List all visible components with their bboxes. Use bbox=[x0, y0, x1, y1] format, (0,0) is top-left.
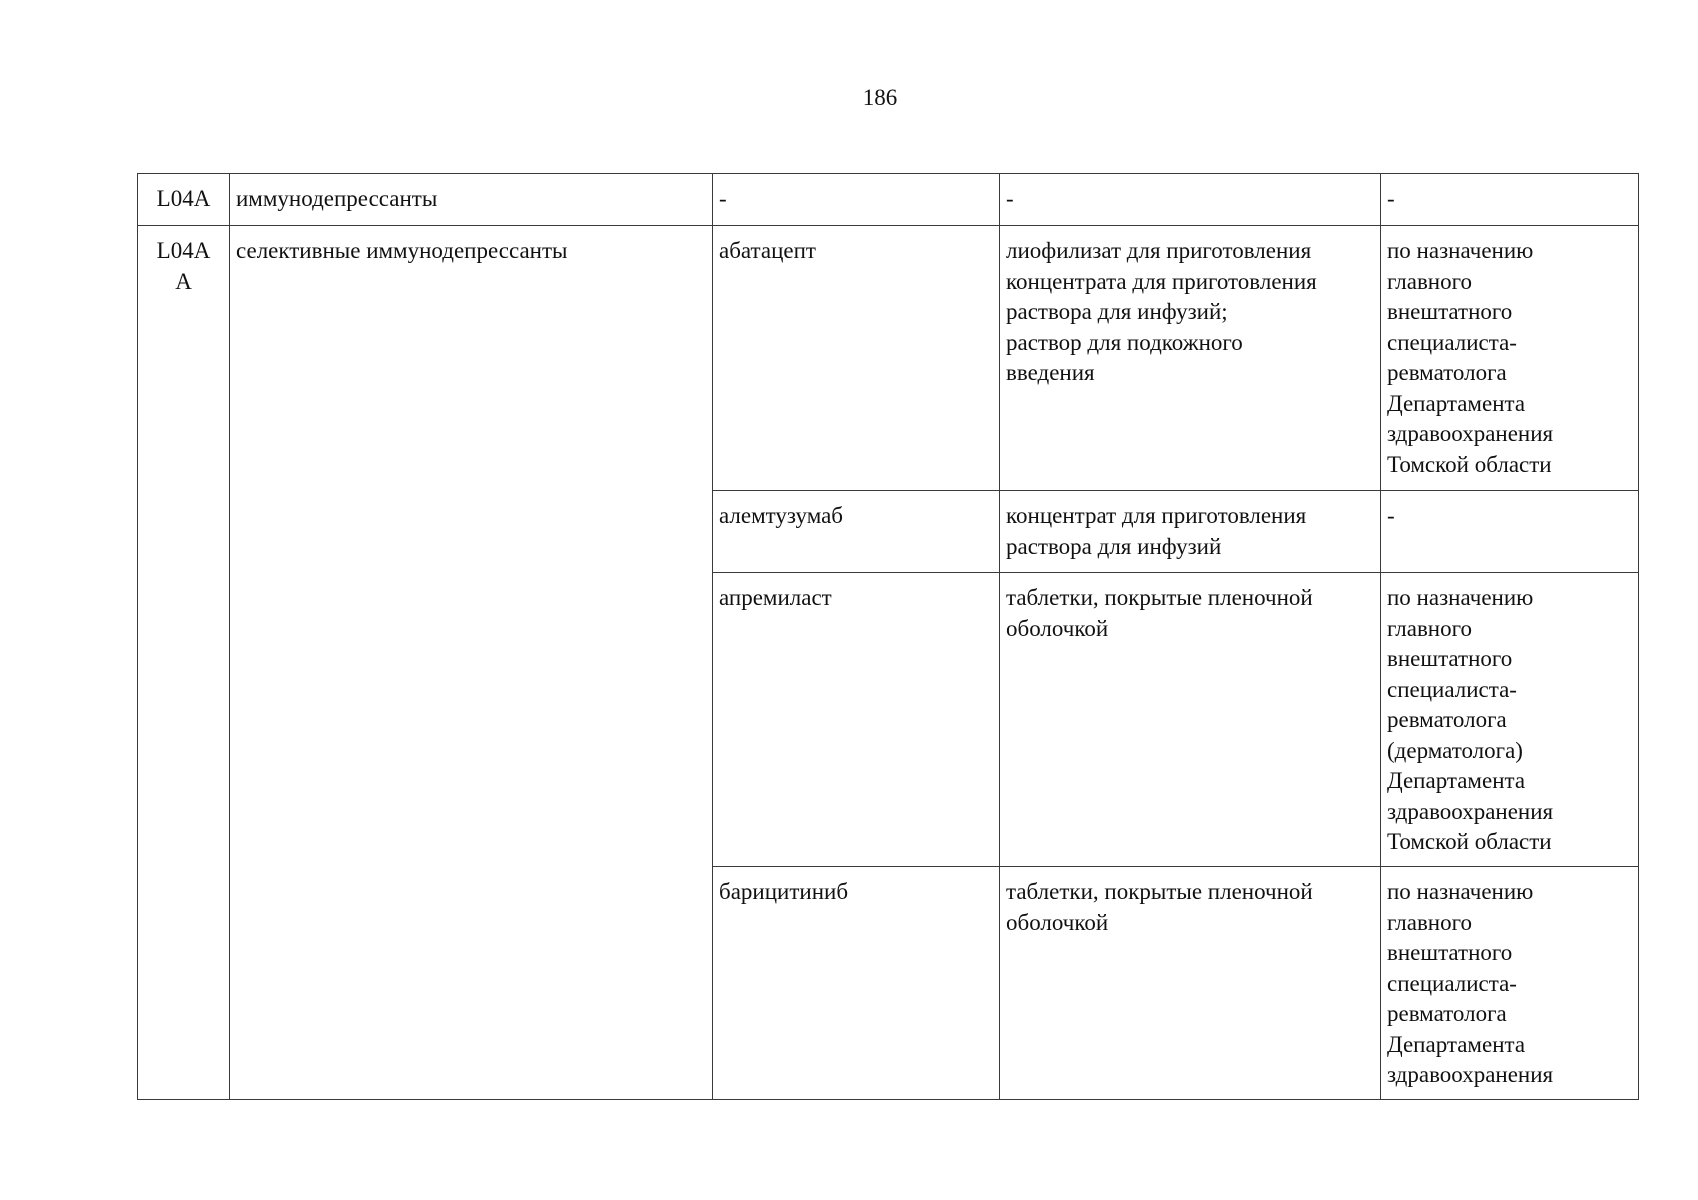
prescription-note-cell: по назначению главного внештатного специалиста- ревматолога (дерматолога) Департамента здравоохранения Томской области bbox=[1381, 573, 1639, 867]
dosage-form-cell: концентрат для приготовления раствора для инфузий bbox=[1000, 491, 1381, 573]
table-row bbox=[138, 226, 1639, 491]
table-row bbox=[138, 174, 1639, 226]
drug-name-cell: абатацепт bbox=[713, 226, 1000, 491]
group-name-cell: иммунодепрессанты bbox=[230, 174, 713, 226]
group-name-cell: селективные иммунодепрессанты bbox=[230, 226, 713, 1100]
dosage-form-cell: таблетки, покрытые пленочной оболочкой bbox=[1000, 867, 1381, 1100]
drug-table bbox=[137, 173, 1639, 1100]
drug-name-cell: - bbox=[713, 174, 1000, 226]
dosage-form-cell: лиофилизат для приготовления концентрата для приготовления раствора для инфузий; раствор для подкожного введения bbox=[1000, 226, 1381, 491]
prescription-note-cell: по назначению главного внештатного специалиста- ревматолога Департамента здравоохранения Томской области bbox=[1381, 226, 1639, 491]
drug-name-cell: алемтузумаб bbox=[713, 491, 1000, 573]
prescription-note-cell: по назначению главного внештатного специалиста- ревматолога Департамента здравоохранения bbox=[1381, 867, 1639, 1100]
page-number: 186 bbox=[862, 85, 898, 110]
prescription-note-cell: - bbox=[1381, 491, 1639, 573]
dosage-form-cell: таблетки, покрытые пленочной оболочкой bbox=[1000, 573, 1381, 867]
atc-code-cell: L04A A bbox=[138, 226, 230, 1100]
prescription-note-cell: - bbox=[1381, 174, 1639, 226]
drug-name-cell: барицитиниб bbox=[713, 867, 1000, 1100]
drug-name-cell: апремиласт bbox=[713, 573, 1000, 867]
atc-code-cell: L04A bbox=[138, 174, 230, 226]
dosage-form-cell: - bbox=[1000, 174, 1381, 226]
